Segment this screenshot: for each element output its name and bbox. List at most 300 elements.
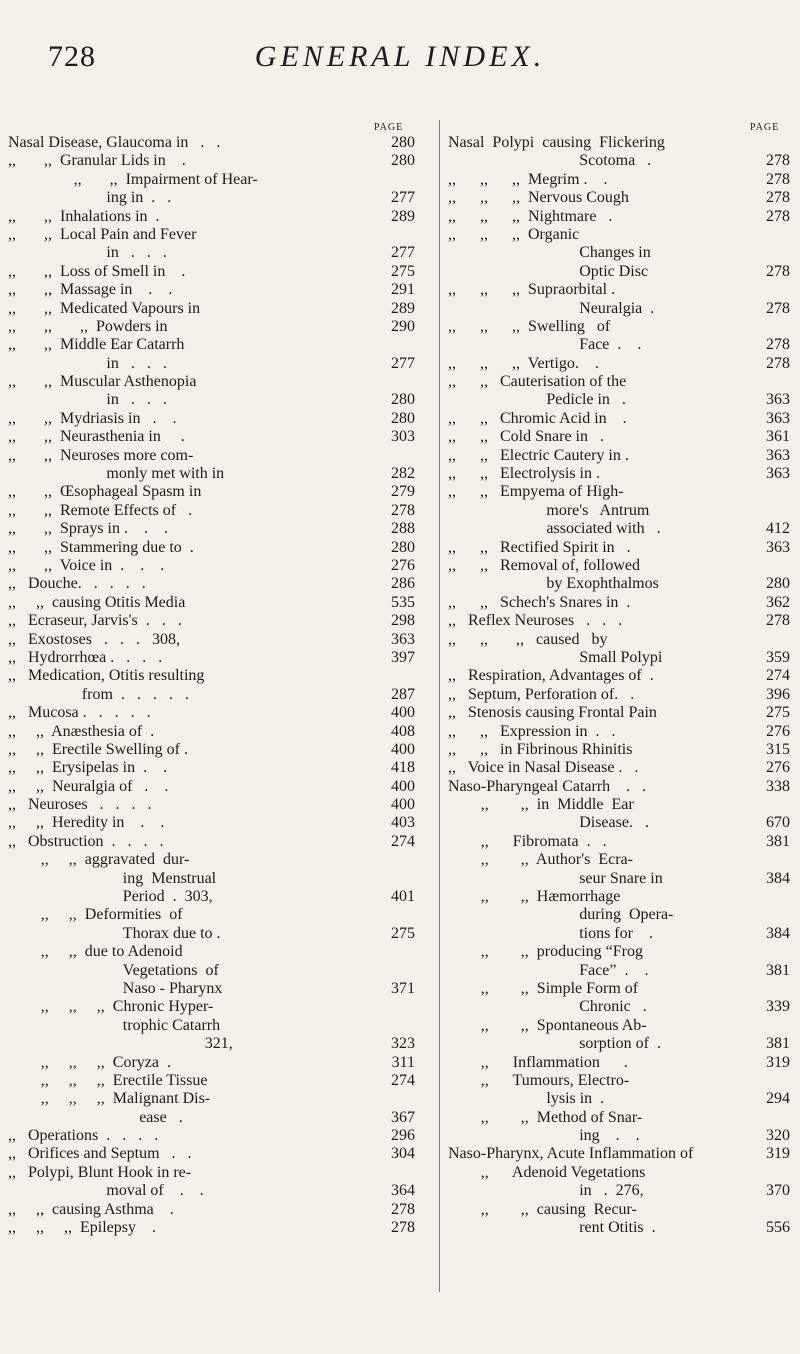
index-entry-text: ,, ,, ,, Organic [448,225,580,243]
index-entry-text: ,, Operations . . . . [8,1127,159,1145]
index-entry [448,778,790,796]
index-entry [8,520,423,538]
index-entry-text: ,, ,, causing Otitis Media [8,593,186,611]
index-entry-page: 363 [766,391,790,409]
index-entry-text: ,, ,, in Middle Ear [480,796,634,814]
index-entry-text: ,, ,, Medicated Vapours in [8,299,201,317]
page-number: 728 [48,40,96,73]
index-entry-page: 278 [766,299,790,317]
index-entry [8,318,423,336]
index-entry [8,796,423,814]
index-entry-text: ,, ,, Anæsthesia of . [8,722,155,740]
index-entry [8,1072,423,1090]
index-entry-text: ,, ,, Cauterisation of the [448,373,627,391]
index-entry-text: Pedicle in . [546,391,626,409]
index-entry-page: 323 [391,1035,415,1053]
left-page-column-label: PAGE [374,122,404,133]
index-entry-text: 321, [204,1035,233,1053]
index-entry-text: ,, ,, Middle Ear Catarrh [8,336,185,354]
index-entry-text: Period . 303, [122,888,213,906]
index-entry-text: ,, ,, Removal of, followed [448,556,640,574]
index-entry-page: 277 [391,354,415,372]
index-entry-page: 287 [391,685,415,703]
index-entry-text: ,, ,, ,, Erectile Tissue [40,1071,208,1089]
index-entry-text: ,, ,, ,, Vertigo. . [448,354,599,372]
index-entry-text: rent Otitis . [579,1219,656,1237]
index-entry-page: 289 [391,299,415,317]
index-entry-text: Naso-Pharyngeal Catarrh . . [448,777,647,795]
index-entry [448,1182,790,1200]
index-entry-page: 400 [391,704,415,722]
index-entry-page: 275 [391,262,415,280]
index-entry [448,759,790,777]
index-entry [8,1127,423,1145]
index-entry [448,980,790,998]
index-entry-text: ,, ,, Electrolysis in . [448,465,600,483]
index-entry-text: ,, ,, Cold Snare in . [448,428,604,446]
index-entry [8,447,423,465]
index-entry [8,906,423,924]
index-entry [448,686,790,704]
index-entry-page: 291 [391,281,415,299]
index-entry-text: seur Snare in [579,869,663,887]
index-entry-page: 397 [391,648,415,666]
index-entry [8,152,423,170]
index-entry [448,741,790,759]
index-entry-text: in . . . [106,244,167,262]
index-entry [448,833,790,851]
index-entry-text: ,, ,, Spontaneous Ab- [480,1016,647,1034]
index-entry-page: 275 [766,704,790,722]
index-entry [8,134,423,152]
index-entry-text: ,, ,, ,, Swelling of [448,317,611,335]
index-entry-page: 278 [766,612,790,630]
index-entry-text: Naso - Pharynx [122,979,223,997]
index-entry-text: ,, ,, ,, Malignant Dis- [40,1090,211,1108]
index-entry-text: Nasal Polypi causing Flickering [448,134,665,151]
index-entry [8,704,423,722]
index-entry-text: ,, ,, ,, caused by [448,630,608,648]
index-entry-page: 396 [766,685,790,703]
index-entry-page: 276 [766,722,790,740]
index-entry-page: 278 [391,501,415,519]
index-entry-page: 384 [766,924,790,942]
index-entry-page: 359 [766,648,790,666]
index-entry-text: ing Menstrual [122,869,217,887]
index-entry [8,263,423,281]
index-entry [448,557,790,575]
index-entry [448,870,790,888]
index-entry-text: ,, ,, ,, Chronic Hyper- [40,998,214,1016]
index-entry-text: ,, ,, ,, Coryza . [40,1053,171,1071]
index-entry-text: Chronic . [579,998,647,1016]
index-entry-text: ,, ,, ,, Supraorbital . [448,281,616,299]
index-entry [448,318,790,336]
index-entry-page: 280 [391,134,415,151]
index-entry-page: 279 [391,483,415,501]
index-entry-text: Neuralgia . [579,299,655,317]
index-entry [8,539,423,557]
index-entry-text: Face” . . [579,961,649,979]
index-entry [448,888,790,906]
index-entry [448,281,790,299]
index-entry [8,502,423,520]
index-entry [8,244,423,262]
index-entry [448,814,790,832]
index-entry [8,1054,423,1072]
index-entry-text: ,, ,, Erysipelas in . . [8,759,168,777]
index-entry-page: 400 [391,777,415,795]
index-entry-text: ,, ,, in Fibrinous Rhinitis [448,740,633,758]
index-entry-page: 535 [391,593,415,611]
index-entry-text: associated with . [546,520,661,538]
index-entry-text: tions for . [579,924,653,942]
index-entry-text: ,, ,, causing Recur- [480,1200,637,1218]
index-entry [8,612,423,630]
index-entry-text: ,, ,, Granular Lids in . [8,152,186,170]
index-entry-page: 370 [766,1182,790,1200]
index-entry-text: from . . . . . [81,685,189,703]
index-entry-page: 362 [766,593,790,611]
index-entry-page: 363 [766,465,790,483]
index-entry [448,483,790,501]
index-entry-text: ,, ,, Remote Effects of . [8,501,193,519]
index-entry [448,851,790,869]
index-entry [448,1072,790,1090]
index-entry-page: 418 [391,759,415,777]
index-entry [8,1201,423,1219]
index-entry-page: 280 [766,575,790,593]
index-entry-page: 381 [766,1035,790,1053]
index-entry [448,189,790,207]
index-entry [8,741,423,759]
index-entry-text: ,, ,, Impairment of Hear- [73,170,258,188]
index-entry-page: 278 [766,207,790,225]
index-entry-page: 278 [391,1200,415,1218]
index-entry-page: 290 [391,317,415,335]
index-entry-page: 381 [766,832,790,850]
index-entry-page: 363 [766,538,790,556]
index-entry-page: 298 [391,612,415,630]
index-entry [448,962,790,980]
index-entry [8,189,423,207]
index-entry [8,851,423,869]
index-entry-page: 274 [766,667,790,685]
index-entry-text: ,, Obstruction . . . . [8,832,164,850]
index-entry-page: 289 [391,207,415,225]
index-entry-text: ,, ,, Hæmorrhage [480,888,621,906]
index-entry-page: 408 [391,722,415,740]
index-entry [448,1164,790,1182]
index-entry-text: in . 276, [579,1182,644,1200]
page-title: GENERAL INDEX. [254,40,546,73]
index-entry [8,1017,423,1035]
index-entry [8,575,423,593]
index-entry [448,796,790,814]
index-entry [8,428,423,446]
index-entry [8,373,423,391]
index-entry-text: ing in . . [106,189,172,207]
index-entry [8,631,423,649]
right-page-column-label: PAGE [750,122,780,133]
index-entry-text: Face . . [579,336,642,354]
index-entry [448,465,790,483]
index-entry-page: 363 [391,630,415,648]
index-entry [448,906,790,924]
index-entry-text: Thorax due to . [122,924,221,942]
index-entry [448,1054,790,1072]
index-entry [448,226,790,244]
column-divider [439,120,440,1292]
index-entry-text: ,, Inflammation . [480,1053,628,1071]
index-entry-text: ,, ,, ,, Megrim . . [448,170,608,188]
index-entry [8,962,423,980]
index-entry-text: ,, Neuroses . . . . [8,796,152,814]
index-entry-page: 278 [766,189,790,207]
index-entry [8,1145,423,1163]
index-entry [448,1219,790,1237]
index-entry-page: 288 [391,520,415,538]
index-entry [8,410,423,428]
index-entry-text: ,, Septum, Perforation of. . [448,685,635,703]
index-entry-text: ,, ,, Muscular Asthenopia [8,373,197,391]
index-entry-text: ,, Ecraseur, Jarvis's . . . [8,612,182,630]
index-entry [8,649,423,667]
index-entry-page: 320 [766,1127,790,1145]
index-entry-page: 303 [391,428,415,446]
index-entry [8,925,423,943]
index-entry [8,391,423,409]
index-entry [448,1090,790,1108]
index-entry [8,594,423,612]
index-entry-page: 381 [766,961,790,979]
index-entry-text: ing . . [579,1127,640,1145]
running-header [0,40,800,80]
index-entry-page: 363 [766,446,790,464]
index-entry-text: ,, ,, ,, Nervous Cough [448,189,629,207]
index-entry [8,281,423,299]
index-entry [448,447,790,465]
index-entry-page: 280 [391,409,415,427]
index-entry-page: 338 [766,777,790,795]
index-entry-text: lysis in . [546,1090,605,1108]
index-entry-text: ,, ,, Empyema of High- [448,483,624,501]
index-entry-text: more's Antrum [546,501,650,519]
index-entry [448,575,790,593]
index-entry-text: ,, ,, Schech's Snares in . [448,593,631,611]
index-entry [8,1182,423,1200]
index-entry-page: 278 [766,152,790,170]
index-entry [448,1201,790,1219]
index-entry [448,410,790,428]
index-entry-text: Disease. . [579,814,649,832]
index-entry-text: ,, Orifices and Septum . . [8,1145,192,1163]
index-entry [448,943,790,961]
index-entry-text: ,, ,, Deformities of [40,906,183,924]
index-entry-text: ,, Reflex Neuroses . . . [448,612,623,630]
index-entry [8,465,423,483]
index-entry-text: ,, ,, ,, Nightmare . [448,207,613,225]
index-entry [8,336,423,354]
index-entry-text: ,, ,, Neurasthenia in . [8,428,185,446]
index-entry-page: 412 [766,520,790,538]
index-entry-page: 278 [391,1219,415,1237]
index-entry-page: 276 [766,759,790,777]
index-entry-text: ,, ,, Mydriasis in . . [8,409,177,427]
index-entry [448,1017,790,1035]
index-entry-text: ,, ,, Massage in . . [8,281,173,299]
index-entry [8,171,423,189]
index-entry [448,208,790,226]
index-entry-text: ,, ,, Local Pain and Fever [8,225,197,243]
index-entry [448,667,790,685]
index-entry [8,355,423,373]
index-entry-page: 363 [766,409,790,427]
index-entry [448,612,790,630]
index-entry-page: 278 [766,354,790,372]
index-entry-page: 319 [766,1053,790,1071]
index-entry-page: 364 [391,1182,415,1200]
index-entry [448,355,790,373]
index-entry-page: 274 [391,1071,415,1089]
index-entry [8,686,423,704]
index-entry [8,1164,423,1182]
index-entry [448,134,790,152]
index-entry-text: Naso-Pharynx, Acute Inflammation of [448,1145,694,1163]
index-entry-page: 401 [391,888,415,906]
index-entry [8,1219,423,1237]
index-entry-page: 275 [391,924,415,942]
index-entry-page: 670 [766,814,790,832]
index-entry [8,1109,423,1127]
index-entry [448,594,790,612]
index-entry-page: 319 [766,1145,790,1163]
index-entry-page: 296 [391,1127,415,1145]
index-entry-text: ,, ,, Simple Form of [480,979,639,997]
index-entry [8,300,423,318]
index-entry [8,723,423,741]
index-entry-text: ease . [139,1108,183,1126]
index-entry [8,998,423,1016]
index-entry [8,557,423,575]
index-entry-page: 315 [766,740,790,758]
index-entry [448,373,790,391]
index-entry-text: in . . . [106,354,167,372]
index-entry [8,226,423,244]
index-entry-text: ,, ,, Heredity in . . [8,814,165,832]
index-entry-text: by Exophthalmos [546,575,659,593]
index-entry-text: ,, ,, ,, Epilepsy . [8,1219,156,1237]
index-entry-text: ,, ,, Electric Cautery in . [448,446,629,464]
index-entry [8,980,423,998]
index-entry [448,391,790,409]
index-entry [448,998,790,1016]
index-entry-page: 400 [391,740,415,758]
index-entry [8,483,423,501]
index-entry-page: 274 [391,832,415,850]
index-entry-text: ,, Exostoses . . . 308, [8,630,180,648]
index-entry-text: ,, ,, ,, Powders in [8,317,168,335]
index-entry [448,428,790,446]
index-entry-page: 280 [391,391,415,409]
index-entry-text: ,, Stenosis causing Frontal Pain [448,704,657,722]
index-entry-page: 286 [391,575,415,593]
index-entry-page: 556 [766,1219,790,1237]
index-entry [448,1109,790,1127]
index-entry-page: 277 [391,189,415,207]
index-entry [8,208,423,226]
index-entry [448,502,790,520]
index-entry-page: 339 [766,998,790,1016]
index-entry-text: ,, ,, Voice in . . . [8,556,165,574]
index-entry-text: ,, ,, Stammering due to . [8,538,194,556]
index-entry-text: Optic Disc [579,262,649,280]
index-entry-page: 277 [391,244,415,262]
index-entry-page: 371 [391,979,415,997]
index-entry [448,263,790,281]
index-entry-text: ,, ,, Method of Snar- [480,1108,643,1126]
index-entry [8,888,423,906]
index-entry-text: ,, Medication, Otitis resulting [8,667,205,685]
index-entry [8,1035,423,1053]
index-entry-text: moval of . . [106,1182,204,1200]
index-entry [448,539,790,557]
index-entry-text: ,, ,, Author's Ecra- [480,851,633,869]
index-entry-text: ,, ,, Neuroses more com- [8,446,194,464]
index-entry-text: ,, ,, Œsophageal Spasm in [8,483,202,501]
index-entry-text: Nasal Disease, Glaucoma in . . [8,134,221,151]
index-entry-text: ,, ,, aggravated dur- [40,851,190,869]
index-entry [448,925,790,943]
index-entry-text: monly met with in [106,465,225,483]
right-index-column [448,134,790,1237]
index-entry-text: ,, ,, causing Asthma . [8,1200,174,1218]
index-entry-text: ,, ,, producing “Frog [480,943,643,961]
index-entry-text: ,, ,, Neuralgia of . . [8,777,169,795]
index-entry-text: ,, ,, Expression in . . [448,722,616,740]
index-entry-page: 400 [391,796,415,814]
index-entry-text: Small Polypi [579,648,663,666]
index-entry [8,1090,423,1108]
index-entry-text: ,, Mucosa . . . . . [8,704,151,722]
index-entry [448,649,790,667]
index-entry-page: 403 [391,814,415,832]
index-entry [8,943,423,961]
index-entry-page: 278 [766,336,790,354]
index-entry-text: in . . . [106,391,167,409]
index-entry-page: 276 [391,556,415,574]
index-entry-text: trophic Catarrh [122,1016,221,1034]
index-entry [8,759,423,777]
index-entry-text: ,, Hydrorrhœa . . . . [8,648,163,666]
index-entry-page: 282 [391,465,415,483]
index-entry-text: ,, Respiration, Advantages of . [448,667,654,685]
index-entry-text: sorption of . [579,1035,661,1053]
index-entry-text: ,, Fibromata . . [480,832,607,850]
index-entry-page: 304 [391,1145,415,1163]
index-entry-text: ,, Tumours, Electro- [480,1071,630,1089]
index-entry [8,667,423,685]
index-entry-text: Vegetations of [122,961,219,979]
index-entry [448,336,790,354]
index-entry-text: ,, Polypi, Blunt Hook in re- [8,1163,192,1181]
index-entry [8,814,423,832]
index-entry-text: during Opera- [579,906,674,924]
index-entry [8,870,423,888]
index-entry-page: 384 [766,869,790,887]
index-entry [448,520,790,538]
index-entry [448,704,790,722]
